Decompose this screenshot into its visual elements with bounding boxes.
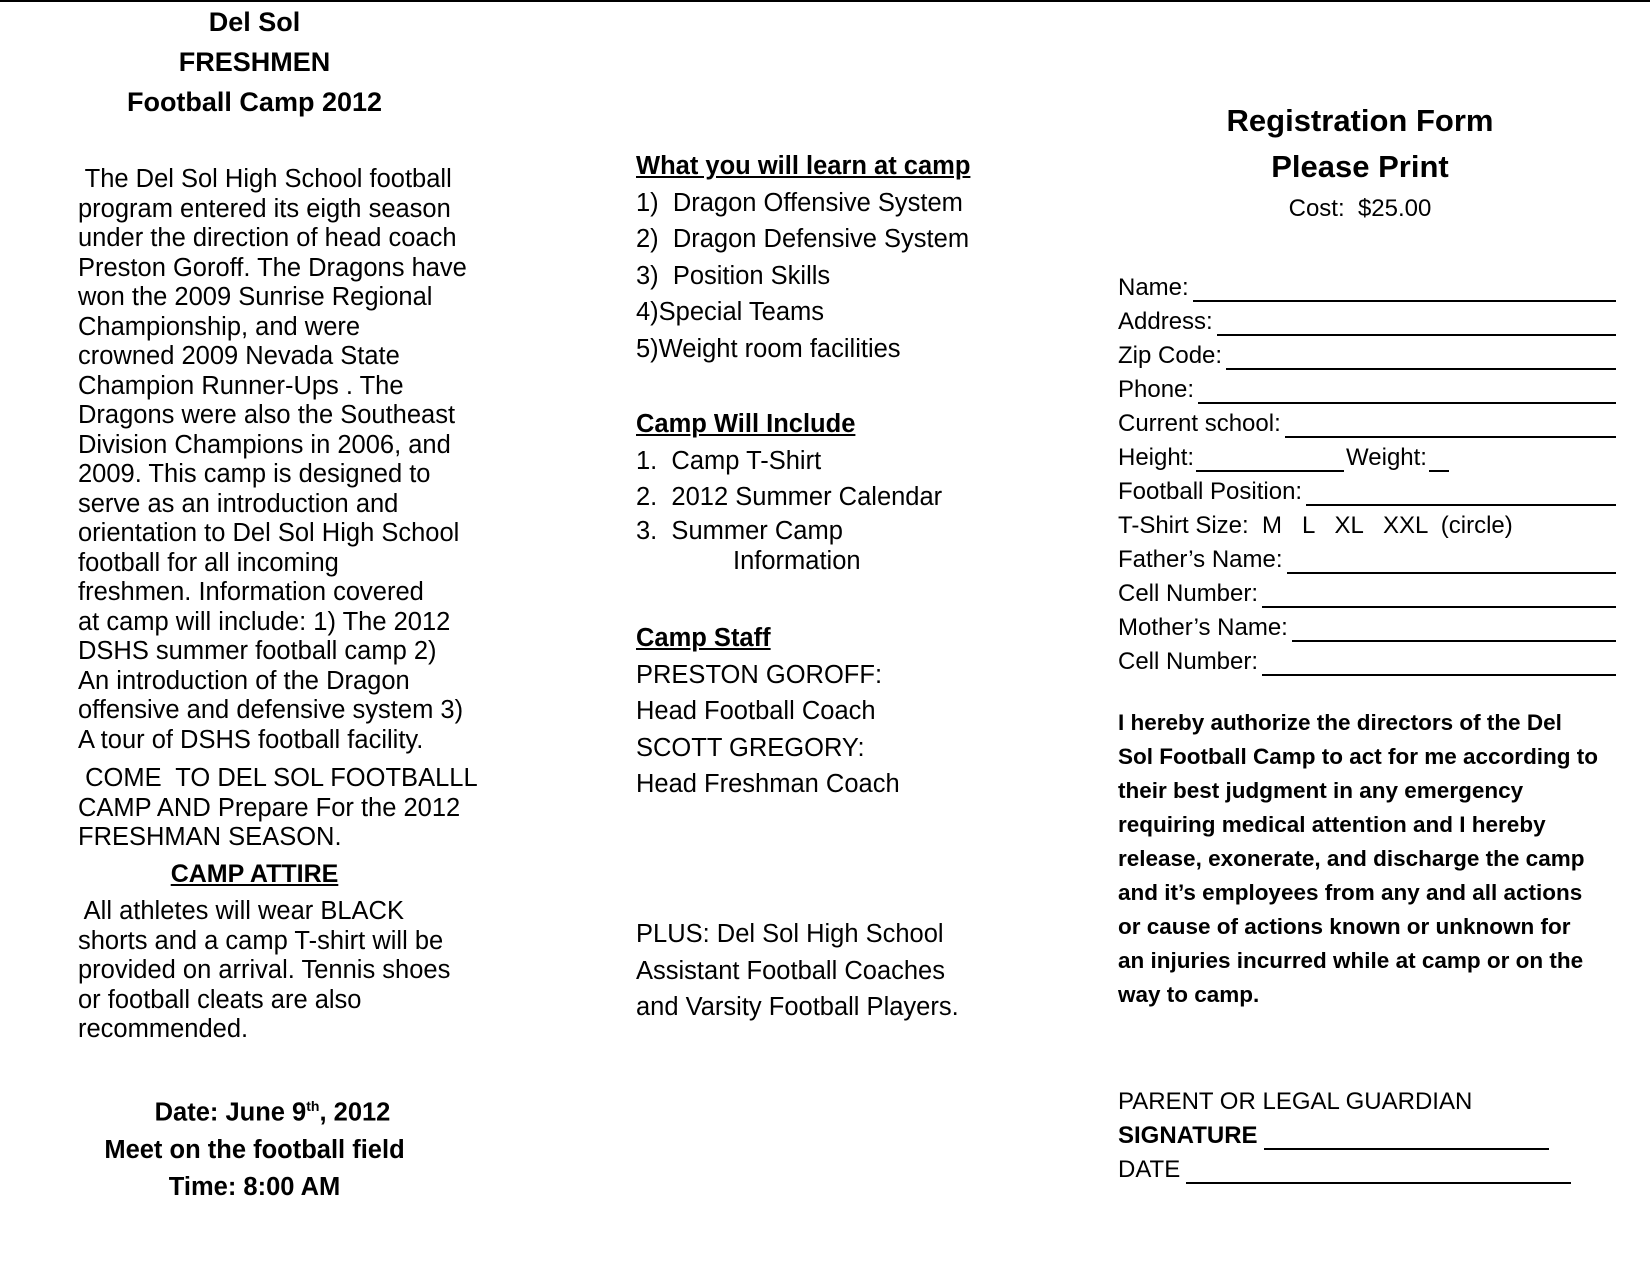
father-cell-label: Cell Number:	[1118, 580, 1259, 607]
mother-cell-field[interactable]	[1262, 650, 1616, 676]
position-label: Football Position:	[1118, 478, 1303, 505]
tshirt-size-options[interactable]: T-Shirt Size: M L XL XXL (circle)	[1118, 512, 1513, 539]
authorization-statement	[1118, 706, 1630, 1012]
intro-paragraph	[78, 165, 498, 755]
include-item-continued: Information	[733, 546, 861, 575]
event-date	[78, 1088, 431, 1132]
include-section	[636, 406, 1036, 576]
learn-item: 2) Dragon Defensive System	[636, 225, 970, 253]
intro-line: under the direction of head coach	[78, 224, 457, 252]
intro-line: A tour of DSHS football facility.	[78, 725, 424, 754]
intro-line: 2009. This camp is designed to	[78, 460, 431, 488]
signature-block	[1118, 1082, 1630, 1184]
father-row	[1118, 540, 1616, 574]
address-label: Address:	[1118, 308, 1213, 335]
learn-heading: What you will learn at camp	[636, 152, 971, 180]
date-label: DATE	[1118, 1156, 1181, 1183]
mother-cell-row	[1118, 642, 1616, 676]
attire-line: All athletes will wear BLACK	[78, 897, 404, 925]
intro-line: The Del Sol High School football	[78, 165, 452, 193]
intro-line: at camp will include: 1) The 2012	[78, 607, 451, 636]
learn-item: 4)Special Teams	[636, 298, 825, 326]
event-time: Time: 8:00 AM	[168, 1172, 341, 1201]
height-field[interactable]	[1196, 446, 1344, 472]
title-line: Del Sol	[208, 7, 301, 37]
authorization-line: Sol Football Camp to act for me according to	[1118, 744, 1599, 769]
learn-item: 5)Weight room facilities	[636, 334, 901, 363]
intro-line: Dragons were also the Southeast	[78, 401, 456, 429]
learn-item: 1) Dragon Offensive System	[636, 188, 963, 217]
zip-field[interactable]	[1226, 344, 1616, 370]
weight-field[interactable]	[1429, 446, 1449, 472]
father-name-label: Father’s Name:	[1118, 546, 1283, 573]
authorization-line: their best judgment in any emergency	[1118, 778, 1524, 803]
event-details	[78, 1088, 431, 1206]
school-label: Current school:	[1118, 410, 1281, 437]
intro-line: crowned 2009 Nevada State	[78, 342, 400, 370]
signature-row	[1118, 1116, 1630, 1150]
height-label: Height:	[1118, 444, 1195, 471]
learn-section	[636, 148, 1036, 367]
date-prefix: Date: June 9	[154, 1098, 307, 1127]
phone-row	[1118, 370, 1616, 404]
come-line: FRESHMAN SEASON.	[78, 823, 342, 851]
title-line: Football Camp 2012	[126, 87, 383, 117]
height-weight-row	[1118, 438, 1616, 472]
signature-label: SIGNATURE	[1118, 1122, 1258, 1149]
father-cell-field[interactable]	[1262, 582, 1616, 608]
attire-text	[78, 897, 498, 1045]
zip-row	[1118, 336, 1616, 370]
intro-line: DSHS summer football camp 2)	[78, 637, 437, 665]
attire-line: recommended.	[78, 1015, 249, 1043]
event-location: Meet on the football field	[104, 1135, 405, 1164]
mother-name-field[interactable]	[1292, 616, 1616, 642]
staff-line: Head Freshman Coach	[636, 770, 900, 798]
staff-heading: Camp Staff	[636, 624, 771, 652]
camp-title	[78, 2, 431, 122]
plus-line: PLUS: Del Sol High School	[636, 920, 944, 948]
intro-line: Champion Runner-Ups . The	[78, 371, 404, 400]
staff-line: SCOTT GREGORY:	[636, 733, 865, 762]
zip-label: Zip Code:	[1118, 342, 1223, 369]
include-item: 3. Summer Camp	[636, 516, 843, 545]
authorization-line: I hereby authorize the directors of the Del	[1118, 710, 1562, 735]
come-to-camp-text	[78, 764, 498, 853]
registration-subtitle: Please Print	[1271, 149, 1449, 184]
staff-section	[636, 620, 1036, 803]
school-field[interactable]	[1285, 412, 1616, 438]
authorization-line: way to camp.	[1118, 982, 1260, 1007]
name-row	[1118, 268, 1616, 302]
include-item: 1. Camp T-Shirt	[636, 446, 822, 475]
authorization-line: and it’s employees from any and all actions	[1118, 880, 1583, 905]
date-row	[1118, 1150, 1630, 1184]
attire-heading: CAMP ATTIRE	[170, 860, 339, 888]
school-row	[1118, 404, 1616, 438]
authorization-line: release, exonerate, and discharge the camp	[1118, 846, 1585, 871]
intro-line: football for all incoming	[78, 548, 339, 577]
title-line: FRESHMEN	[178, 47, 331, 77]
intro-line: An introduction of the Dragon	[78, 666, 410, 695]
father-cell-row	[1118, 574, 1616, 608]
come-line: COME TO DEL SOL FOOTBALLL	[78, 764, 478, 792]
phone-field[interactable]	[1198, 378, 1616, 404]
learn-item: 3) Position Skills	[636, 261, 831, 290]
intro-line: freshmen. Information covered	[78, 578, 424, 606]
date-suffix-sup: th	[306, 1098, 320, 1114]
mother-row	[1118, 608, 1616, 642]
include-item: 2. 2012 Summer Calendar	[636, 483, 943, 511]
guardian-row	[1118, 1082, 1630, 1116]
father-name-field[interactable]	[1287, 548, 1616, 574]
intro-line: won the 2009 Sunrise Regional	[78, 283, 433, 311]
attire-line: shorts and a camp T-shirt will be	[78, 926, 444, 955]
address-field[interactable]	[1217, 310, 1616, 336]
guardian-label: PARENT OR LEGAL GUARDIAN	[1118, 1088, 1473, 1115]
position-field[interactable]	[1306, 480, 1616, 506]
registration-form	[1118, 268, 1616, 676]
staff-line: PRESTON GOROFF:	[636, 660, 883, 689]
date-field[interactable]	[1186, 1158, 1571, 1184]
intro-line: serve as an introduction and	[78, 489, 399, 518]
mother-name-label: Mother’s Name:	[1118, 614, 1288, 641]
staff-line: Head Football Coach	[636, 697, 876, 725]
attire-line: or football cleats are also	[78, 985, 362, 1014]
plus-line: Assistant Football Coaches	[636, 956, 945, 985]
plus-section	[636, 916, 1036, 1026]
registration-title-line: Registration Form	[1226, 103, 1494, 138]
authorization-line: or cause of actions known or unknown for	[1118, 914, 1571, 939]
come-line: CAMP AND Prepare For the 2012	[78, 793, 461, 822]
name-label: Name:	[1118, 274, 1189, 301]
mother-cell-label: Cell Number:	[1118, 648, 1259, 675]
include-heading: Camp Will Include	[636, 410, 856, 438]
name-field[interactable]	[1193, 276, 1616, 302]
date-year: , 2012	[319, 1098, 391, 1127]
address-row	[1118, 302, 1616, 336]
registration-title	[1118, 98, 1602, 190]
intro-line: Preston Goroff. The Dragons have	[78, 253, 467, 282]
authorization-line: requiring medical attention and I hereby	[1118, 812, 1546, 837]
authorization-line: an injuries incurred while at camp or on the	[1118, 948, 1584, 973]
position-row	[1118, 472, 1616, 506]
plus-line: and Varsity Football Players.	[636, 993, 959, 1021]
phone-label: Phone:	[1118, 376, 1195, 403]
cost-label: Cost: $25.00	[1288, 195, 1432, 222]
signature-field[interactable]	[1264, 1124, 1549, 1150]
attire-line: provided on arrival. Tennis shoes	[78, 956, 451, 984]
intro-line: program entered its eigth season	[78, 194, 451, 223]
intro-line: Division Champions in 2006, and	[78, 430, 451, 459]
tshirt-row	[1118, 506, 1616, 540]
intro-line: Championship, and were	[78, 312, 361, 341]
intro-line: orientation to Del Sol High School	[78, 519, 460, 547]
weight-label: Weight:	[1346, 444, 1427, 471]
intro-line: offensive and defensive system 3)	[78, 696, 464, 724]
